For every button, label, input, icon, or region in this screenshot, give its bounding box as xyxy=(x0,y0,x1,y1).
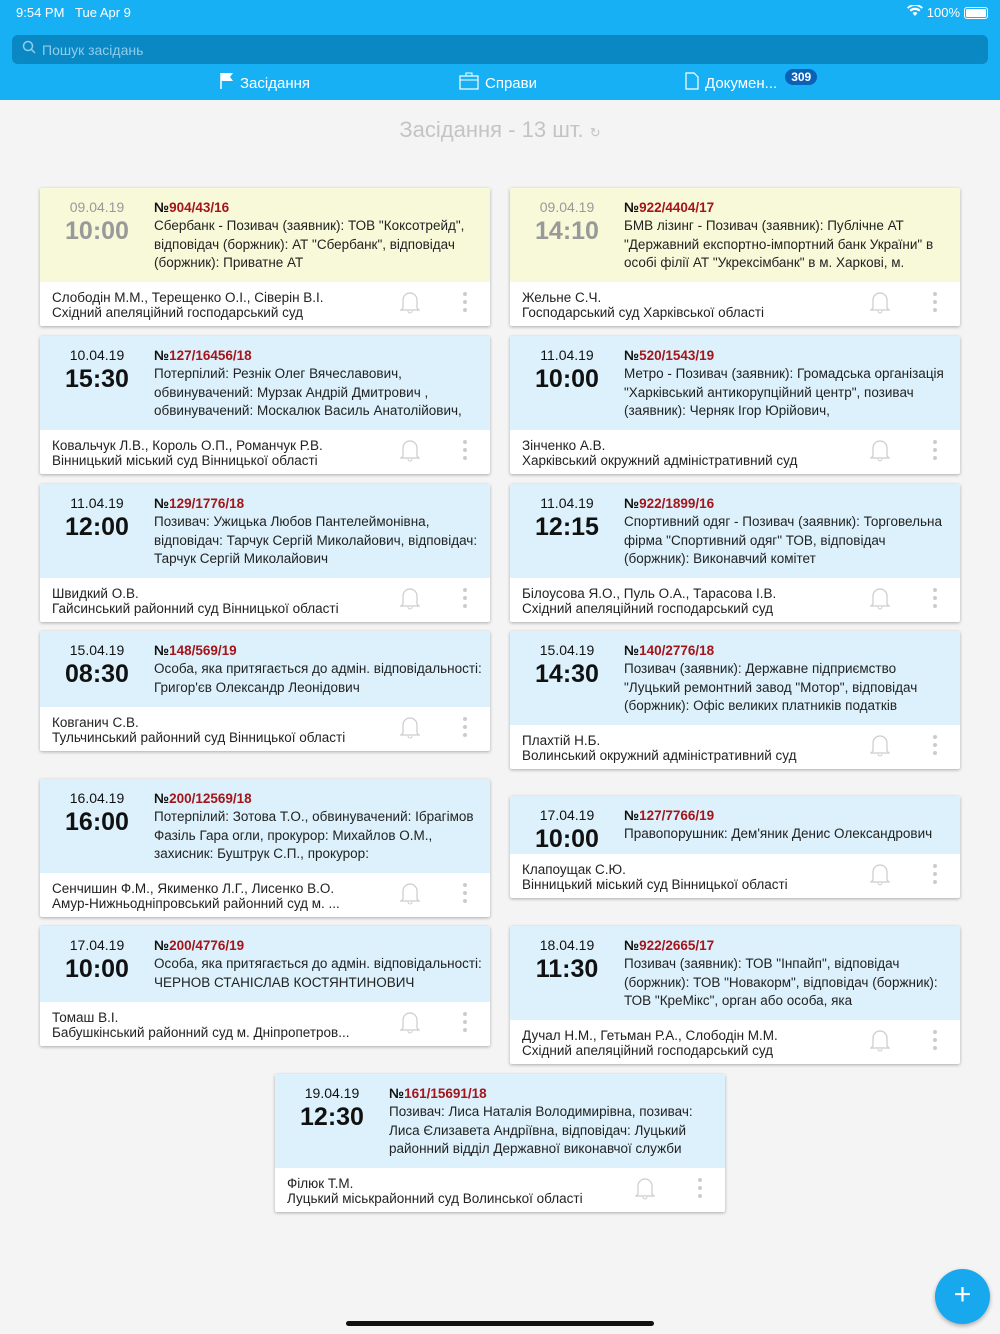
battery-percent: 100% xyxy=(926,5,960,20)
session-time: 10:00 xyxy=(65,955,129,983)
case-number[interactable] xyxy=(624,807,952,825)
session-time: 14:30 xyxy=(535,660,599,688)
judges: Ковганич С.В. xyxy=(52,714,139,730)
wifi-icon xyxy=(907,5,923,20)
session-card[interactable] xyxy=(40,336,490,474)
case-info xyxy=(154,937,490,1002)
case-number-text: 148/569/19 xyxy=(169,643,237,658)
card-footer xyxy=(510,282,960,326)
card-header xyxy=(275,1074,725,1168)
bell-icon[interactable] xyxy=(400,290,420,317)
court: Східний апеляційний господарський суд xyxy=(522,1043,774,1059)
datetime xyxy=(510,807,624,854)
session-time: 12:30 xyxy=(300,1103,364,1131)
case-info xyxy=(154,642,490,707)
case-info xyxy=(154,199,490,282)
session-time: 15:30 xyxy=(65,365,129,393)
number-sign: № xyxy=(154,643,170,658)
session-card[interactable] xyxy=(510,796,960,898)
bell-icon[interactable] xyxy=(635,1176,655,1203)
add-button[interactable]: + xyxy=(935,1269,990,1324)
case-info xyxy=(154,347,490,430)
battery-icon xyxy=(964,7,988,19)
judges: Жельне С.Ч. xyxy=(522,290,602,306)
judges: Філюк Т.М. xyxy=(287,1176,354,1192)
bell-icon[interactable] xyxy=(870,1028,890,1055)
card-header xyxy=(40,779,490,873)
session-time: 14:10 xyxy=(535,217,599,245)
more-options-icon[interactable] xyxy=(460,292,470,312)
number-sign: № xyxy=(624,200,640,215)
number-sign: № xyxy=(624,496,640,511)
session-card[interactable] xyxy=(40,631,490,751)
case-description: Особа, яка притягається до адмін. відповідальності: Григор'єв Олександр Леонідович xyxy=(154,661,482,695)
more-options-icon[interactable] xyxy=(695,1178,705,1198)
session-date: 17.04.19 xyxy=(69,937,125,953)
session-date: 18.04.19 xyxy=(539,937,595,953)
bell-icon[interactable] xyxy=(400,881,420,908)
judges: Білоусова Я.О., Пуль О.А., Тарасова І.В. xyxy=(522,586,777,602)
card-footer xyxy=(40,430,490,474)
session-date: 15.04.19 xyxy=(69,642,125,658)
more-options-icon[interactable] xyxy=(930,292,940,312)
session-date: 10.04.19 xyxy=(69,347,125,363)
session-date: 09.04.19 xyxy=(69,199,125,215)
session-time: 11:30 xyxy=(535,955,599,983)
bell-icon[interactable] xyxy=(400,586,420,613)
more-options-icon[interactable] xyxy=(460,883,470,903)
case-description: Позивач (заявник): ТОВ "Інпайп", відповідач (боржник): ТОВ "Новакорм", відповідач (боржник): ТОВ "КреМікс", орган або особа, яка xyxy=(624,956,938,1008)
court: Бабушкінський районний суд м. Дніпропетров... xyxy=(52,1024,350,1040)
judges: Швидкий О.В. xyxy=(52,586,139,602)
datetime xyxy=(510,199,624,282)
session-time: 12:15 xyxy=(535,513,599,541)
judges: Томаш В.І. xyxy=(52,1009,119,1025)
card-footer xyxy=(40,282,490,326)
case-number-text: 161/15691/18 xyxy=(404,1086,487,1101)
court: Амур-Нижньодніпровський районний суд м. ... xyxy=(52,896,340,912)
number-sign: № xyxy=(624,348,640,363)
case-number-text: 127/7766/19 xyxy=(639,808,715,823)
more-options-icon[interactable] xyxy=(460,717,470,737)
case-number-text: 922/2665/17 xyxy=(639,938,715,953)
session-card[interactable] xyxy=(40,926,490,1046)
case-number[interactable] xyxy=(624,347,952,365)
session-date: 19.04.19 xyxy=(304,1085,360,1101)
datetime xyxy=(40,495,154,578)
case-number[interactable] xyxy=(154,937,482,955)
number-sign: № xyxy=(624,808,640,823)
card-header xyxy=(510,484,960,578)
case-description: Правопорушник: Дем'яник Денис Олександрович xyxy=(624,826,933,842)
session-time: 10:00 xyxy=(65,217,129,245)
card-footer xyxy=(40,578,490,622)
datetime xyxy=(275,1085,389,1168)
session-date: 09.04.19 xyxy=(539,199,595,215)
case-info xyxy=(389,1085,725,1168)
card-footer xyxy=(510,854,960,898)
more-options-icon[interactable] xyxy=(460,440,470,460)
case-number[interactable] xyxy=(154,199,482,217)
datetime xyxy=(40,199,154,282)
card-footer xyxy=(40,1002,490,1046)
session-card[interactable] xyxy=(510,188,960,326)
judges: Сенчишин Ф.М., Якименко Л.Г., Лисенко В.О. xyxy=(52,881,335,897)
session-date: 16.04.19 xyxy=(69,790,125,806)
tab-cases[interactable] xyxy=(459,72,537,94)
case-description: Метро - Позивач (заявник): Громадська організація "Харківський антикорупційний центр", позивач (заявник): Черняк Ігор Юрійович, xyxy=(624,366,944,418)
case-number[interactable] xyxy=(624,199,952,217)
status-time xyxy=(16,5,131,20)
judges: Плахтій Н.Б. xyxy=(522,733,601,749)
judges: Клапоущак С.Ю. xyxy=(522,862,626,877)
refresh-icon[interactable]: ↻ xyxy=(589,125,601,140)
card-header xyxy=(40,631,490,707)
documents-badge: 309 xyxy=(785,69,817,85)
case-description: Сбербанк - Позивач (заявник): ТОВ "Коксотрейд", відповідач (боржник): АТ "Сбербанк", відповідач (боржник): Приватне АТ xyxy=(154,218,465,270)
session-date: 11.04.19 xyxy=(70,495,124,511)
card-footer xyxy=(510,725,960,769)
case-number[interactable] xyxy=(624,495,952,513)
court: Луцький міськрайонний суд Волинської області xyxy=(287,1191,583,1207)
case-info xyxy=(624,347,960,430)
judges: Слободін М.М., Терещенко О.І., Сіверін В.І. xyxy=(52,290,324,306)
number-sign: № xyxy=(154,200,170,215)
session-time: 10:00 xyxy=(535,365,599,393)
case-info xyxy=(154,495,490,578)
case-info xyxy=(624,199,960,282)
session-time: 08:30 xyxy=(65,660,129,688)
tab-label: Докумен... xyxy=(705,74,778,92)
datetime xyxy=(510,937,624,1020)
more-options-icon[interactable] xyxy=(930,735,940,755)
card-header xyxy=(510,188,960,282)
case-description: Позивач: Ужицька Любов Пантелеймонівна, відповідач: Тарчук Сергій Миколайович, відповідач: Тарчук Сергій Миколайович xyxy=(154,514,478,566)
case-number-text: 904/43/16 xyxy=(169,200,230,215)
card-footer xyxy=(510,430,960,474)
case-info xyxy=(624,807,960,854)
judges: Ковальчук Л.В., Король О.П., Романчук Р.В. xyxy=(52,438,323,454)
case-info xyxy=(624,642,960,725)
case-number-text: 200/4776/19 xyxy=(169,938,245,953)
case-description: Потерпілий: Зотова Т.О., обвинувачений: Ібрагімов Фазіль Гара огли, прокурор: Михайлов О.М., захисник: Буштрук С.П., прокурор: xyxy=(154,809,474,861)
date: Tue Apr 9 xyxy=(75,5,131,20)
court: Господарський суд Харківської області xyxy=(522,305,765,321)
judges: Зінченко А.В. xyxy=(522,438,606,454)
bell-icon[interactable] xyxy=(870,586,890,613)
session-date: 11.04.19 xyxy=(540,495,594,511)
case-number-text: 520/1543/19 xyxy=(639,348,715,363)
judges: Дучал Н.М., Гетьман Р.А., Слободін М.М. xyxy=(522,1028,778,1044)
case-number[interactable] xyxy=(624,642,952,660)
number-sign: № xyxy=(624,643,640,658)
bell-icon[interactable] xyxy=(870,438,890,465)
case-number[interactable] xyxy=(154,642,482,660)
search-icon xyxy=(22,40,36,59)
court: Тульчинський районний суд Вінницької області xyxy=(52,729,346,745)
briefcase-icon xyxy=(459,72,479,94)
session-card[interactable] xyxy=(510,484,960,622)
card-footer xyxy=(275,1168,725,1212)
card-header xyxy=(40,188,490,282)
case-number-text: 127/16456/18 xyxy=(169,348,252,363)
case-description: Особа, яка притягається до адмін. відповідальності: ЧЕРНОВ СТАНІСЛАВ КОСТЯНТИНОВИЧ xyxy=(154,956,482,990)
case-number-text: 140/2776/18 xyxy=(639,643,715,658)
case-info xyxy=(624,495,960,578)
court: Вінницький міський суд Вінницької області xyxy=(52,453,318,469)
card-header xyxy=(510,796,960,854)
more-options-icon[interactable] xyxy=(930,864,940,884)
session-card[interactable] xyxy=(510,926,960,1064)
number-sign: № xyxy=(154,938,170,953)
flag-icon xyxy=(220,72,234,94)
title-text: Засідання - 13 шт. xyxy=(399,117,584,142)
card-header xyxy=(510,336,960,430)
court: Волинський окружний адміністративний суд xyxy=(522,748,797,764)
case-number-text: 200/12569/18 xyxy=(169,791,252,806)
card-footer xyxy=(40,873,490,917)
session-card[interactable] xyxy=(40,779,490,917)
case-number[interactable] xyxy=(389,1085,717,1103)
more-options-icon[interactable] xyxy=(930,440,940,460)
case-number-text: 922/1899/16 xyxy=(639,496,715,511)
bell-icon[interactable] xyxy=(400,1010,420,1037)
session-time: 12:00 xyxy=(65,513,129,541)
court: Східний апеляційний господарський суд xyxy=(52,305,304,321)
card-header xyxy=(510,631,960,725)
number-sign: № xyxy=(624,938,640,953)
card-footer xyxy=(40,707,490,751)
datetime xyxy=(510,495,624,578)
datetime xyxy=(40,937,154,1002)
search-bar[interactable] xyxy=(12,35,988,64)
tab-sessions[interactable] xyxy=(220,72,310,94)
bell-icon[interactable] xyxy=(870,290,890,317)
bell-icon[interactable] xyxy=(870,862,890,889)
case-number-text: 922/4404/17 xyxy=(639,200,715,215)
card-header xyxy=(40,336,490,430)
more-options-icon[interactable] xyxy=(460,588,470,608)
tab-label: Справи xyxy=(485,74,537,92)
bell-icon[interactable] xyxy=(400,438,420,465)
case-info xyxy=(624,937,960,1020)
search-input[interactable] xyxy=(42,42,942,58)
case-number[interactable] xyxy=(624,937,952,955)
case-description: Спортивний одяг - Позивач (заявник): Торговельна фірма "Спортивний одяг" ТОВ, відповідач (боржник): Виконавчий комітет xyxy=(624,514,942,566)
datetime xyxy=(40,642,154,707)
clock: 9:54 PM xyxy=(16,5,65,20)
number-sign: № xyxy=(154,496,170,511)
case-info xyxy=(154,790,490,873)
case-description: Позивач: Лиса Наталія Володимирівна, позивач: Лиса Єлизавета Андріївна, відповідач: Луцький районний відділ Державної виконавчої служби xyxy=(389,1104,693,1156)
datetime xyxy=(40,790,154,873)
more-options-icon[interactable] xyxy=(460,1012,470,1032)
court: Вінницький міський суд Вінницької області xyxy=(522,877,788,892)
case-number[interactable] xyxy=(154,495,482,513)
session-card[interactable] xyxy=(510,631,960,769)
datetime xyxy=(510,347,624,430)
session-time: 10:00 xyxy=(535,825,599,853)
card-header xyxy=(40,484,490,578)
session-card[interactable] xyxy=(275,1074,725,1212)
number-sign: № xyxy=(154,348,170,363)
session-date: 17.04.19 xyxy=(539,807,595,823)
more-options-icon[interactable] xyxy=(930,1030,940,1050)
more-options-icon[interactable] xyxy=(930,588,940,608)
case-number-text: 129/1776/18 xyxy=(169,496,245,511)
document-icon xyxy=(685,72,699,94)
tab-documents[interactable] xyxy=(685,72,817,94)
court: Гайсинський районний суд Вінницької області xyxy=(52,601,339,617)
session-time: 16:00 xyxy=(65,808,129,836)
case-description: Потерпілий: Резнік Олег Вячеславович, обвинувачений: Мурзак Андрій Дмитрович , обвинувачений: Москалюк Василь Анатолійович, xyxy=(154,366,462,418)
bell-icon[interactable] xyxy=(400,715,420,742)
session-card[interactable] xyxy=(510,336,960,474)
tab-bar xyxy=(0,72,1000,94)
number-sign: № xyxy=(389,1086,405,1101)
case-description: Позивач (заявник): Державне підприємство "Луцький ремонтний завод "Мотор", відповідач (боржник): Офіс великих платників податків xyxy=(624,661,918,713)
session-date: 11.04.19 xyxy=(540,347,594,363)
bell-icon[interactable] xyxy=(870,733,890,760)
page-title xyxy=(0,117,1000,143)
case-number[interactable] xyxy=(154,790,482,808)
case-description: БМВ лізинг - Позивач (заявник): Публічне АТ "Державний експортно-імпортний банк України" в особі філії АТ "Укрексімбанк" в м. Харкові, м. xyxy=(624,218,934,270)
status-right xyxy=(907,5,988,20)
session-card[interactable] xyxy=(40,188,490,326)
home-indicator xyxy=(346,1321,654,1326)
header xyxy=(0,0,1000,100)
card-header xyxy=(510,926,960,1020)
number-sign: № xyxy=(154,791,170,806)
card-footer xyxy=(510,1020,960,1064)
datetime xyxy=(40,347,154,430)
session-card[interactable] xyxy=(40,484,490,622)
card-header xyxy=(40,926,490,1002)
card-footer xyxy=(510,578,960,622)
datetime xyxy=(510,642,624,725)
court: Східний апеляційний господарський суд xyxy=(522,601,774,617)
court: Харківський окружний адміністративний суд xyxy=(522,453,798,469)
session-date: 15.04.19 xyxy=(539,642,595,658)
tab-label: Засідання xyxy=(240,74,311,92)
case-number[interactable] xyxy=(154,347,482,365)
